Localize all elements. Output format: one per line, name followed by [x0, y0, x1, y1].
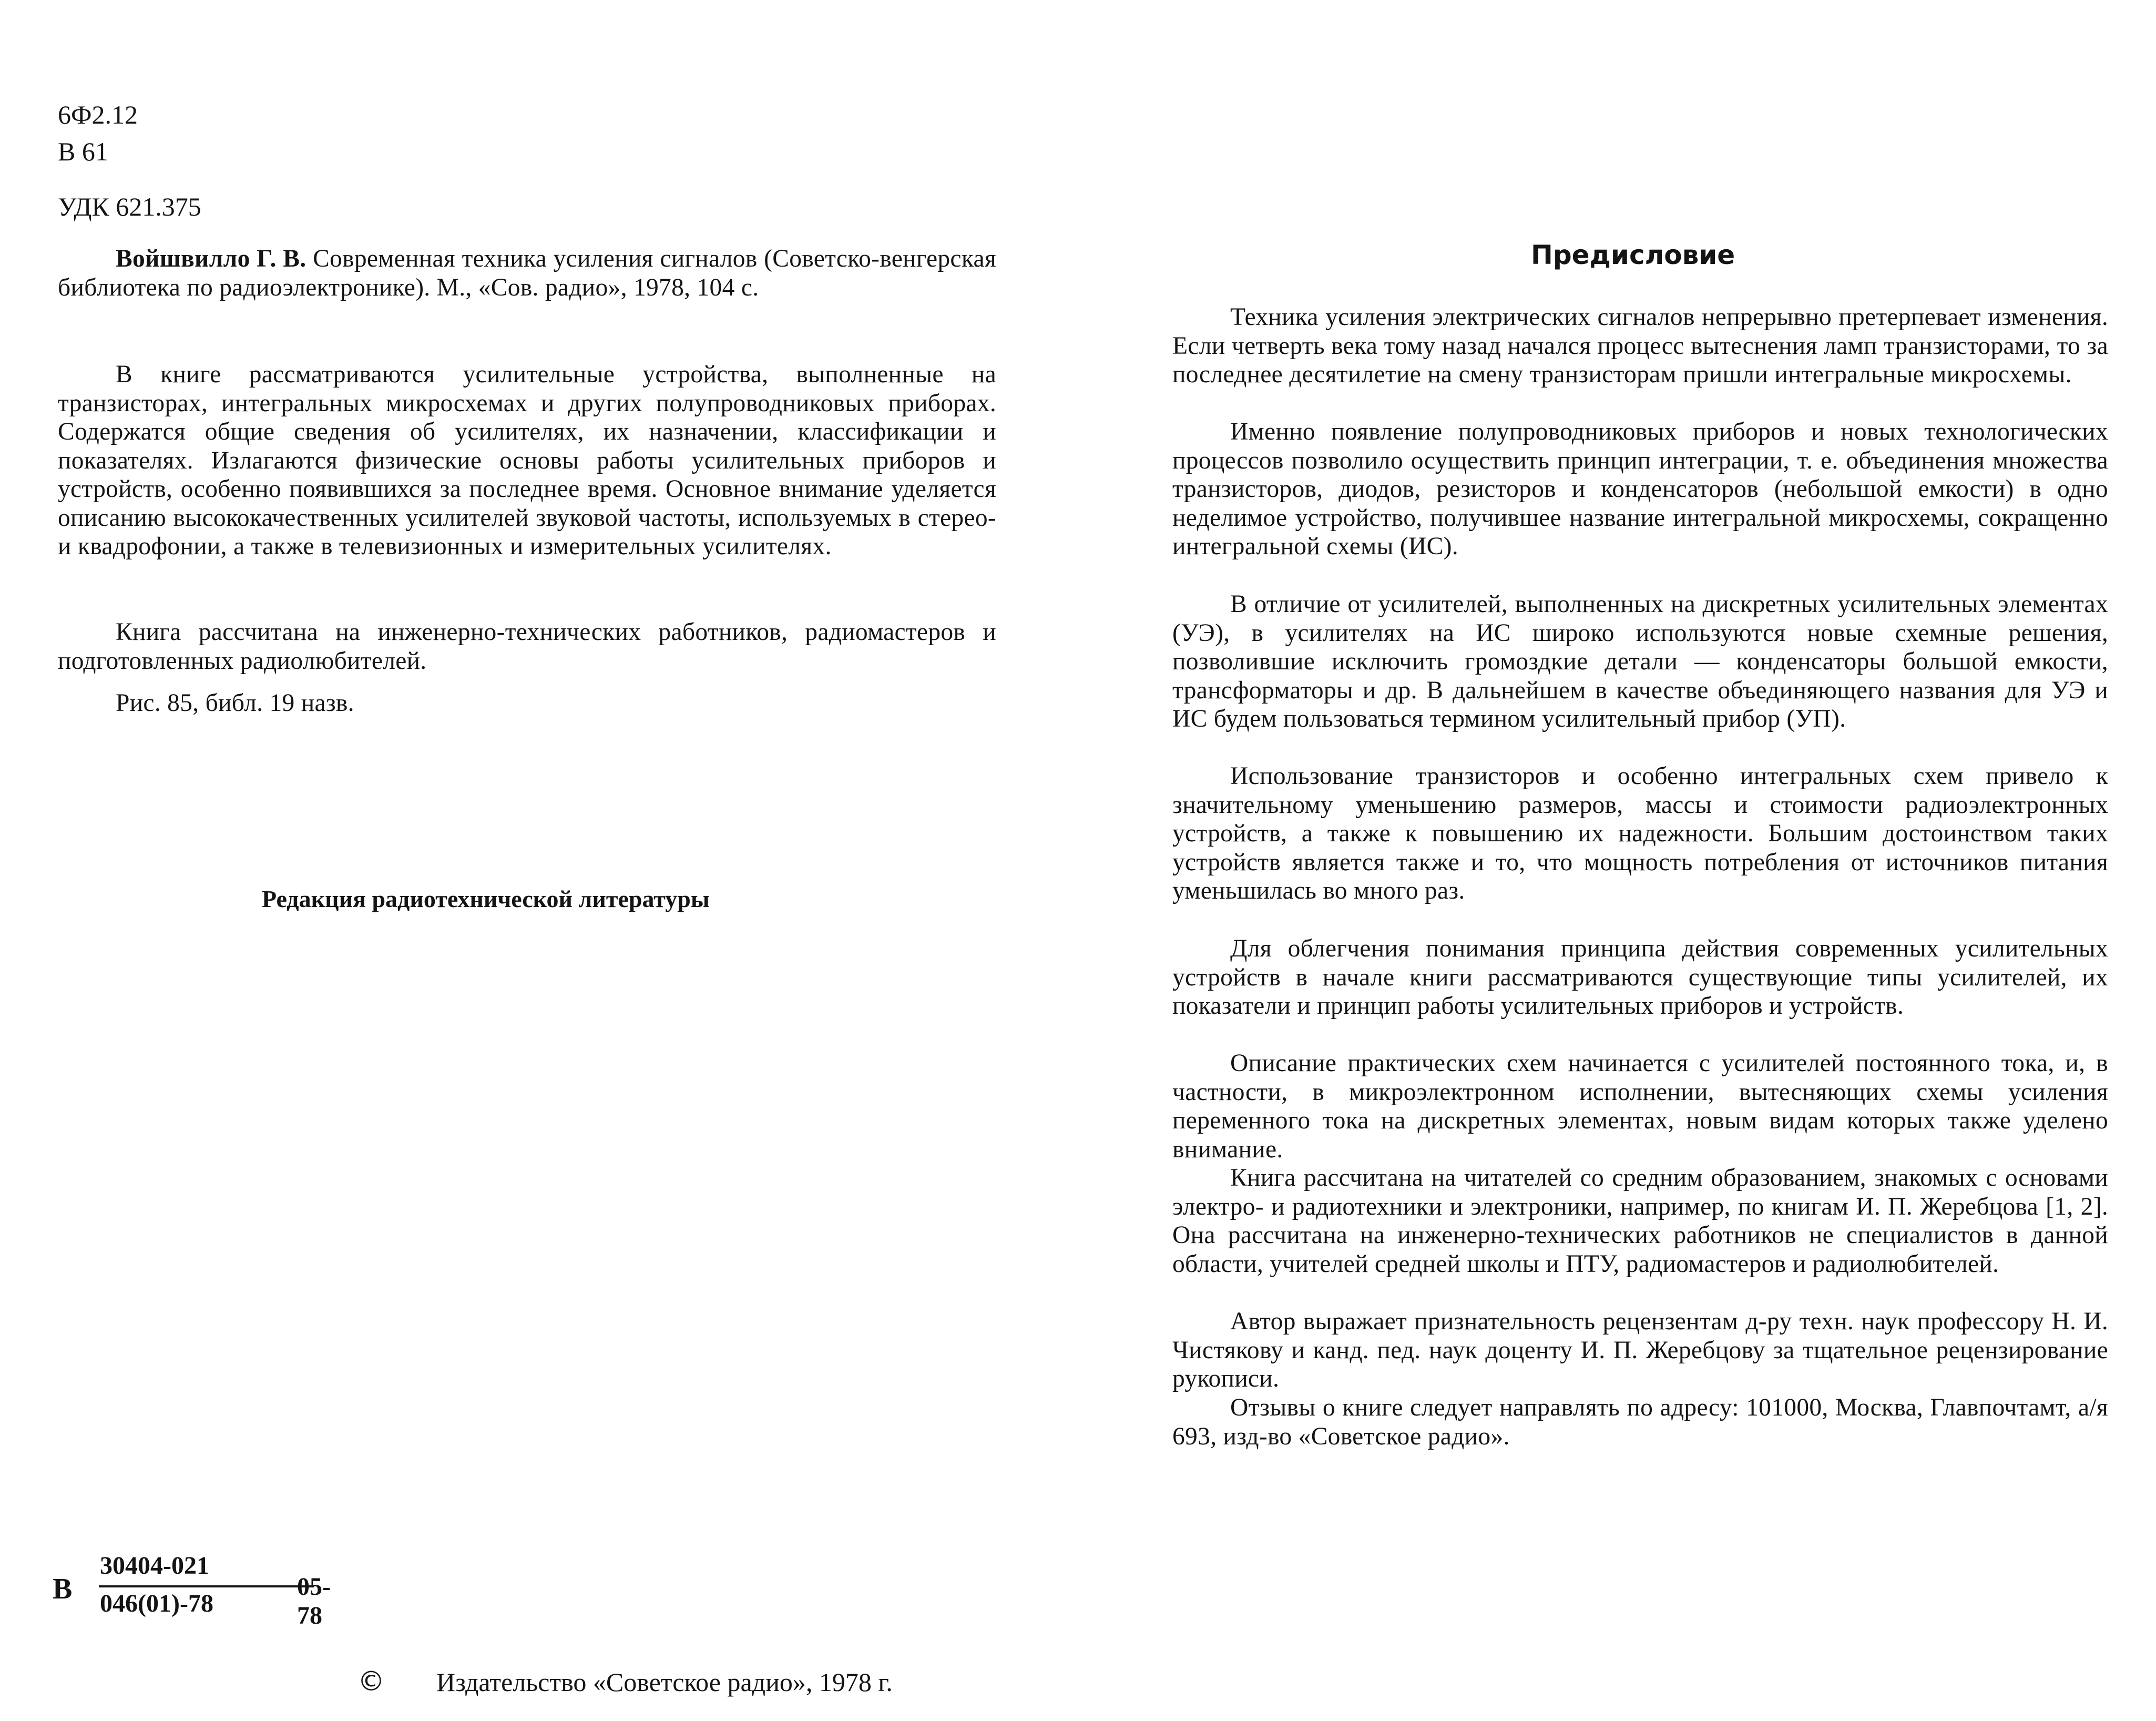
copyright-text: Издательство «Советское радио», 1978 г.: [436, 1667, 893, 1697]
preface-paragraph-6: Описание практических схем начинается с усилителей постоянного тока, и, в частности, в микроэлектронном исполнении, вытесняющих схемы усиления переменного тока на дискретных элементах, новым видам которых также уделено внимание.: [1172, 1050, 2108, 1163]
citation-text: Современная техника усиления сигналов (Советско-венгерская библиотека по радиоэлектронике). М., «Сов. радио», 1978, 104 с.: [58, 245, 997, 301]
catalog-code-secondary: В 61: [58, 137, 108, 166]
citation-author: Войшвилло Г. В.: [116, 245, 306, 272]
preface-paragraph-2: Именно появление полупроводниковых приборов и новых технологических процессов позволило осуществить принцип интеграции, т. е. объединения множества транзисторов, диодов, резисторов и конденсаторов (небольшой емкости) в одно неделимое устройство, получившее название интегральной микросхемы, сокращенно интегральной схемы (ИС).: [1172, 418, 2108, 560]
figures-count: Рис. 85, библ. 19 назв.: [116, 689, 354, 717]
preface-title: Предисловие: [1531, 240, 1735, 270]
publication-code: [53, 1551, 347, 1630]
fraction-line: [99, 1585, 314, 1587]
preface-paragraph-8: Автор выражает признательность рецензентам д-ру техн. наук профессору Н. И. Чистякову и канд. пед. наук доценту И. П. Жеребцову за тщательное рецензирование рукописи.: [1172, 1308, 2108, 1392]
publication-code-denominator: 046(01)-78: [100, 1590, 213, 1617]
catalog-code-primary: 6Ф2.12: [58, 100, 138, 129]
publication-code-numerator: 30404-021: [100, 1552, 209, 1580]
preface-paragraph-5: Для облегчения понимания принципа действия современных усилительных устройств в начале книги рассматриваются существующие типы усилителей, их показатели и принцип работы усилительных приборов и устройств.: [1172, 935, 2108, 1020]
audience-paragraph: Книга рассчитана на инженерно-технических работников, радиомастеров и подготовленных радиолюбителей.: [58, 618, 996, 675]
abstract-paragraph: В книге рассматриваются усилительные устройства, выполненные на транзисторах, интегральных микросхемах и других полупроводниковых приборах. Содержатся общие сведения об усилителях, их назначении, классификации и показателях. Излагаются физические основы работы усилительных приборов и устройств, особенно появившихся за последнее время. Основное внимание уделяется описанию высококачественных усилителей звуковой частоты, используемых в стерео- и квадрофонии, а также в телевизионных и измерительных усилителях.: [58, 361, 996, 560]
copyright-icon: ©: [357, 1666, 385, 1697]
publication-code-year: 05-78: [297, 1573, 331, 1630]
udc-code: УДК 621.375: [58, 192, 201, 221]
editorial-office: Редакция радиотехнической литературы: [262, 885, 710, 912]
preface-paragraph-1: Техника усиления электрических сигналов непрерывно претерпевает изменения. Если четверть века тому назад начался процесс вытеснения ламп транзисторами, то за последнее десятилетие на смену транзисторам пришли интегральные микросхемы.: [1172, 303, 2108, 388]
preface-paragraph-9: Отзывы о книге следует направлять по адресу: 101000, Москва, Главпочтамт, а/я 693, изд-во «Советское радио».: [1172, 1394, 2108, 1450]
preface-paragraph-4: Использование транзисторов и особенно интегральных схем привело к значительному уменьшению размеров, массы и стоимости радиоэлектронных устройств, а также к повышению их надежности. Большим достоинством таких устройств является также и то, что мощность потребления от источников питания уменьшилась во много раз.: [1172, 762, 2108, 904]
preface-paragraph-7: Книга рассчитана на читателей со средним образованием, знакомых с основами электро- и радиотехники и электроники, например, по книгам И. П. Жеребцова [1, 2]. Она рассчитана на инженерно-технических работников не специалистов в данной области, учителей средней школы и ПТУ, радиомастеров и радиолюбителей.: [1172, 1164, 2108, 1278]
preface-paragraph-3: В отличие от усилителей, выполненных на дискретных усилительных элементах (УЭ), в усилителях на ИС широко используются новые схемные решения, позволившие исключить громоздкие детали — конденсаторы большой емкости, трансформаторы и др. В дальнейшем в качестве объединяющего названия для УЭ и ИС будем пользоваться термином усилительный прибор (УП).: [1172, 590, 2108, 732]
publication-code-letter: В: [53, 1573, 73, 1605]
bibliographic-citation: [58, 245, 996, 302]
